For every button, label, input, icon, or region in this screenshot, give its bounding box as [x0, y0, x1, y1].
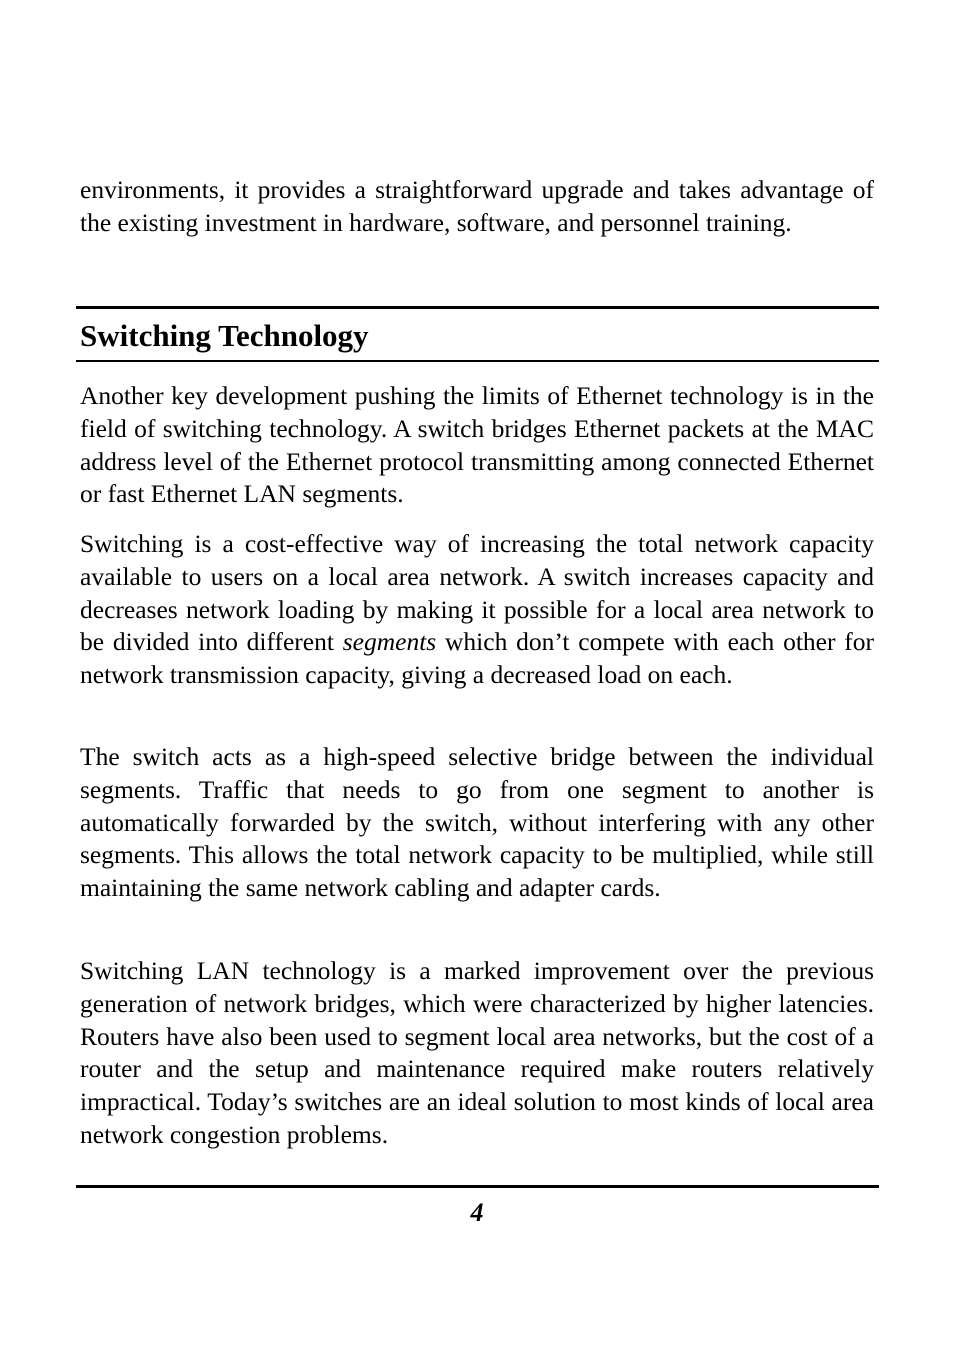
paragraph-text: Switching is a cost-effective way of increasing the total network capacity available to users on a local area network. A switch increases capacity and decreases network loading by making it possible for a local area network to be divided into different [80, 529, 874, 657]
section-title: Switching Technology [80, 318, 369, 353]
paragraph-selective-bridge: The switch acts as a high-speed selective bridge between the individual segments. Traffic that needs to go from one segment to another is automatically forwarded by the switch, without interfering with any other segments. This allows the total network capacity to be multiplied, while still maintaining the same network cabling and adapter cards. [80, 742, 874, 903]
footer-rule [76, 1185, 879, 1188]
paragraph-switch-intro: Another key development pushing the limits of Ethernet technology is in the field of switching technology. A switch bridges Ethernet packets at the MAC address level of the Ethernet protocol transmitting among connected Ethernet or fast Ethernet LAN segments. [80, 381, 874, 509]
paragraph-switching-capacity [80, 528, 874, 692]
page-number: 4 [470, 1198, 484, 1227]
intro-paragraph: environments, it provides a straightforward upgrade and takes advantage of the existing investment in hardware, software, and personnel training. [80, 175, 874, 237]
emphasized-term: segments [342, 627, 437, 657]
paragraph-text: which don’t compete with each other for network transmission capacity, giving a decreased load on each. [80, 627, 875, 690]
section-header [76, 306, 879, 362]
paragraph-lan-improvement: Switching LAN technology is a marked improvement over the previous generation of network bridges, which were characterized by higher latencies. Routers have also been used to segment local area networks, but the cost of a router and the setup and maintenance required make routers relatively impractical. Today’s switches are an ideal solution to most kinds of local area network congestion problems. [80, 956, 874, 1149]
